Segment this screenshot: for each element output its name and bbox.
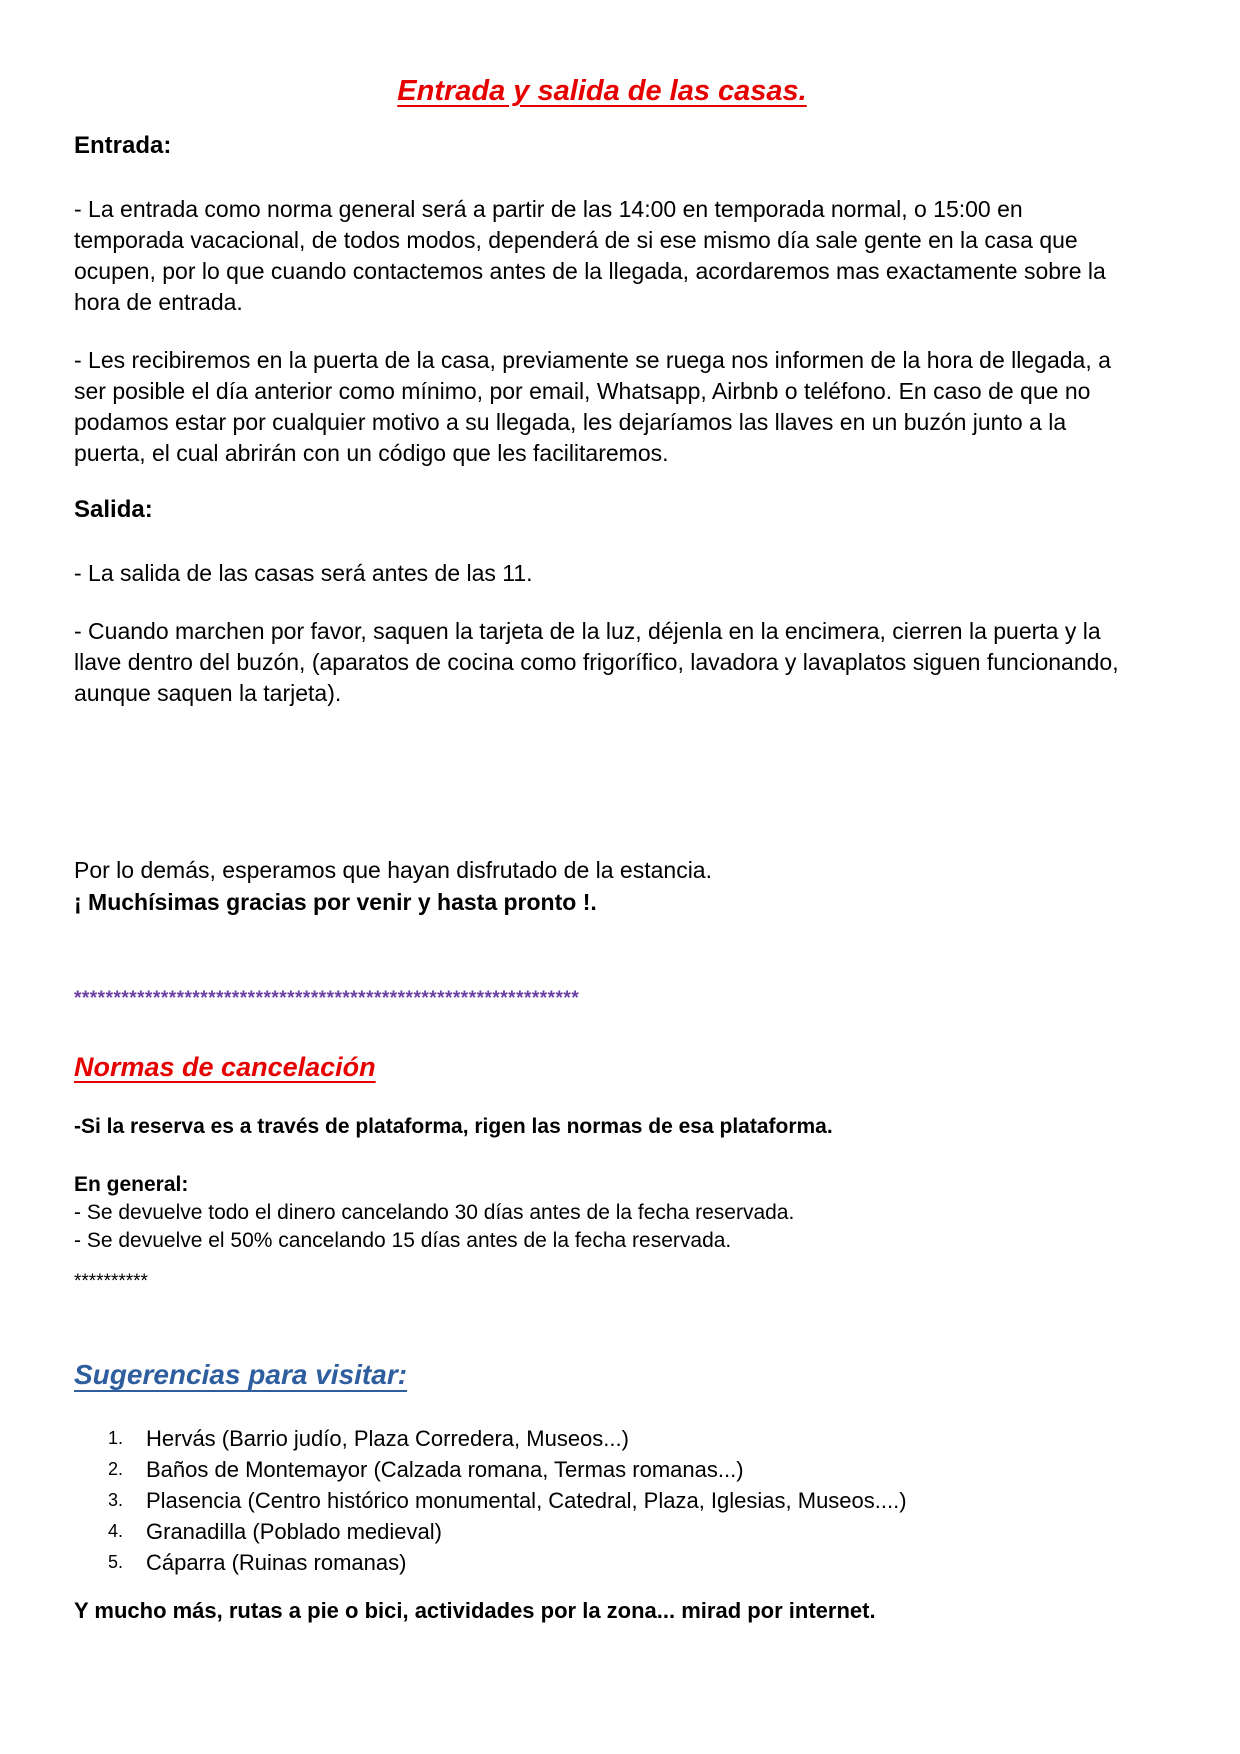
salida-heading: Salida: bbox=[74, 496, 153, 523]
list-item bbox=[108, 1485, 1130, 1516]
blank-gap bbox=[74, 736, 1130, 854]
cancelacion-platform-rule: -Si la reserva es a través de plataforma, rigen las normas de esa plataforma. bbox=[74, 1115, 833, 1138]
cancelacion-heading: Normas de cancelación bbox=[74, 1052, 376, 1082]
list-item-text: Plasencia (Centro histórico monumental, Catedral, Plaza, Iglesias, Museos....) bbox=[146, 1488, 907, 1513]
asterisk-separator-short: ********** bbox=[74, 1271, 148, 1292]
list-item bbox=[108, 1454, 1130, 1485]
list-item bbox=[108, 1516, 1130, 1547]
salida-paragraph-1: - La salida de las casas será antes de las 11. bbox=[74, 560, 533, 586]
list-item-number: 3. bbox=[108, 1490, 124, 1510]
sugerencias-heading: Sugerencias para visitar: bbox=[74, 1359, 408, 1390]
sugerencias-footer: Y mucho más, rutas a pie o bici, actividades por la zona... mirad por internet. bbox=[74, 1598, 876, 1623]
entrada-heading: Entrada: bbox=[74, 132, 172, 159]
sugerencias-list bbox=[108, 1423, 1130, 1578]
list-item-text: Hervás (Barrio judío, Plaza Corredera, Museos...) bbox=[146, 1426, 629, 1451]
entrada-paragraph-2: - Les recibiremos en la puerta de la casa, previamente se ruega nos informen de la hora de llegada, a ser posible el día anterior como mínimo, por email, Whatsapp, Airbnb o teléfono. En caso de que no podamos estar por cualquier motivo a su llegada, les dejaríamos las llaves en un buzón junto a la puerta, el cual abrirán con un código que les facilitaremos. bbox=[74, 347, 1111, 466]
list-item-text: Baños de Montemayor (Calzada romana, Termas romanas...) bbox=[146, 1457, 744, 1482]
closing-thanks-line: ¡ Muchísimas gracias por venir y hasta pronto !. bbox=[74, 889, 597, 915]
asterisk-separator-long: **************************************************************** bbox=[74, 988, 580, 1009]
cancelacion-rule-1: - Se devuelve todo el dinero cancelando 30 días antes de la fecha reservada. bbox=[74, 1201, 795, 1224]
list-item-text: Cáparra (Ruinas romanas) bbox=[146, 1550, 407, 1575]
closing-line: Por lo demás, esperamos que hayan disfrutado de la estancia. bbox=[74, 857, 712, 883]
en-general-heading: En general: bbox=[74, 1173, 189, 1196]
cancelacion-rule-2: - Se devuelve el 50% cancelando 15 días antes de la fecha reservada. bbox=[74, 1229, 732, 1252]
list-item-number: 2. bbox=[108, 1459, 124, 1479]
document-title: Entrada y salida de las casas. bbox=[397, 75, 807, 107]
entrada-paragraph-1: - La entrada como norma general será a partir de las 14:00 en temporada normal, o 15:00 en temporada vacacional, de todos modos, dependerá de si ese mismo día sale gente en la casa que ocupen, por lo que cuando contactemos antes de la llegada, acordaremos mas exactamente sobre la hora de entrada. bbox=[74, 196, 1106, 315]
list-item-number: 5. bbox=[108, 1552, 124, 1572]
salida-paragraph-2: - Cuando marchen por favor, saquen la tarjeta de la luz, déjenla en la encimera, cierren la puerta y la llave dentro del buzón, (aparatos de cocina como frigorífico, lavadora y lavaplatos siguen funcionando, aunque saquen la tarjeta). bbox=[74, 618, 1119, 706]
list-item-number: 4. bbox=[108, 1521, 124, 1541]
list-item bbox=[108, 1423, 1130, 1454]
list-item bbox=[108, 1547, 1130, 1578]
list-item-number: 1. bbox=[108, 1428, 124, 1448]
list-item-text: Granadilla (Poblado medieval) bbox=[146, 1519, 442, 1544]
